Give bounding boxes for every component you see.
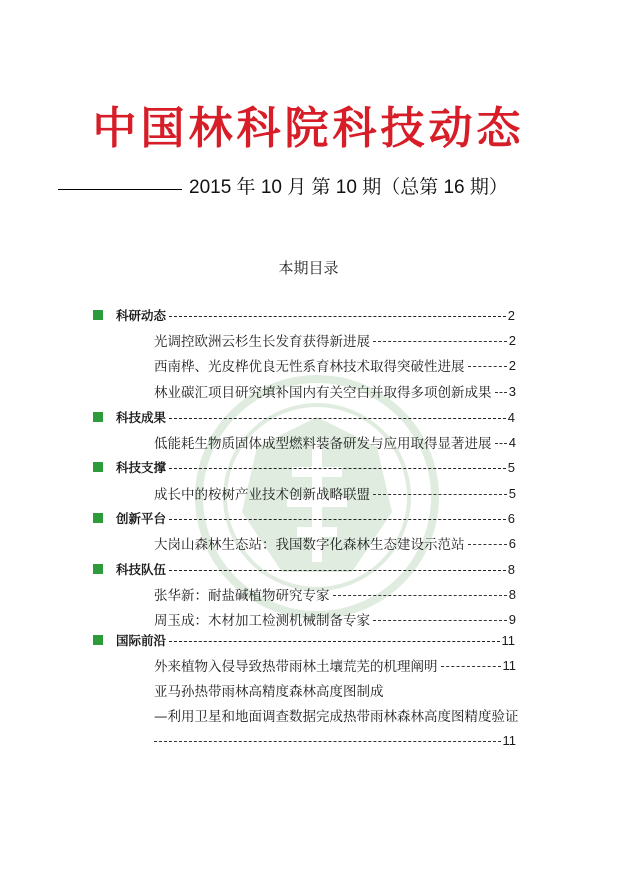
green-square-bullet-icon (93, 564, 103, 574)
toc-leader (169, 316, 506, 317)
toc-page-number: 3 (508, 383, 516, 399)
toc-entry-label: 大岗山森林生态站：我国数字化森林生态建设示范站 (154, 537, 465, 553)
toc-leader (373, 341, 507, 342)
toc-page-number: 4 (507, 409, 515, 425)
toc-leader (468, 366, 507, 367)
toc-leader (169, 570, 506, 571)
journal-title: 中国林科院科技动态 (92, 103, 525, 154)
toc-section[interactable] (93, 559, 515, 579)
toc-page-number: 11 (501, 632, 515, 648)
toc-leader (373, 494, 507, 495)
toc-section-label: 科技成果 (116, 410, 167, 425)
green-square-bullet-icon (93, 462, 103, 472)
toc-entry-label: 林业碳汇项目研究填补国内有关空白并取得多项创新成果 (154, 385, 492, 401)
toc-entry[interactable] (154, 584, 516, 604)
toc-entry-label: 低能耗生物质固体成型燃料装备研发与应用取得显著进展 (154, 436, 492, 452)
toc-page-number: 4 (508, 434, 516, 450)
toc-section[interactable] (93, 630, 515, 650)
toc-entry[interactable] (154, 432, 516, 452)
toc-entry[interactable] (154, 381, 516, 401)
toc-entry[interactable] (154, 330, 516, 350)
toc-entry-label: 成长中的桉树产业技术创新战略联盟 (154, 487, 370, 503)
toc-entry-label: 西南桦、光皮桦优良无性系育林技术取得突破性进展 (154, 359, 465, 375)
toc-entry[interactable] (154, 655, 516, 675)
toc-section[interactable] (93, 305, 515, 325)
issue-line: 2015 年 10 月 第 10 期（总第 16 期） (189, 177, 508, 198)
toc-page-number: 8 (508, 586, 516, 602)
toc-entry[interactable] (154, 355, 516, 375)
toc-section-label: 科研动态 (116, 308, 167, 323)
toc-entry-label: 光调控欧洲云杉生长发育获得新进展 (154, 334, 370, 350)
toc-section-label: 科技支撑 (116, 460, 167, 475)
toc-leader (468, 544, 507, 545)
toc-page-number: 8 (507, 561, 515, 577)
toc-entry[interactable] (154, 483, 516, 503)
toc-page-number: 6 (508, 535, 516, 551)
toc-entry-label: 周玉成：木材加工检测机械制备专家 (154, 613, 370, 629)
toc-section-label: 科技队伍 (116, 562, 167, 577)
toc-entry-label: 外来植物入侵导致热带雨林土壤荒芜的机理阐明 (154, 659, 438, 675)
toc-page-number: 2 (508, 357, 516, 373)
toc-section-label: 创新平台 (116, 511, 167, 526)
green-square-bullet-icon (93, 310, 103, 320)
toc-leader (441, 666, 501, 667)
toc-section[interactable] (93, 457, 515, 477)
toc-section[interactable] (93, 407, 515, 427)
toc-leader (169, 468, 506, 469)
toc-section[interactable] (93, 508, 515, 528)
toc-entry[interactable] (154, 609, 516, 629)
green-square-bullet-icon (93, 412, 103, 422)
toc-page-number: 2 (507, 307, 515, 323)
toc-section-label: 国际前沿 (116, 633, 167, 648)
toc-heading: 本期目录 (278, 260, 339, 277)
toc-entry[interactable] (154, 533, 516, 553)
green-square-bullet-icon (93, 635, 103, 645)
toc-leader (373, 620, 507, 621)
toc-leader (169, 519, 506, 520)
toc-leader (169, 418, 506, 419)
toc-page-number: 5 (508, 485, 516, 501)
toc-page-number: 2 (508, 332, 516, 348)
toc-leader (333, 595, 507, 596)
toc-entry-label: 张华新：耐盐碱植物研究专家 (154, 588, 330, 604)
toc-page-number: 11 (502, 657, 516, 673)
toc-leader (495, 443, 507, 444)
toc-leader (169, 641, 499, 642)
toc-entry-subtitle[interactable]: —利用卫星和地面调查数据完成热带雨林森林高度图精度验证 (154, 709, 519, 725)
toc-entry-leader-row[interactable] (154, 730, 516, 750)
green-square-bullet-icon (93, 513, 103, 523)
toc-page-number: 6 (507, 510, 515, 526)
toc-entry-line[interactable]: 亚马孙热带雨林高精度森林高度图制成 (154, 684, 384, 700)
toc-page-number: 11 (502, 732, 516, 748)
toc-leader (495, 392, 507, 393)
toc-page-number: 9 (508, 611, 516, 627)
toc-page-number: 5 (507, 459, 515, 475)
toc-leader (154, 741, 501, 742)
